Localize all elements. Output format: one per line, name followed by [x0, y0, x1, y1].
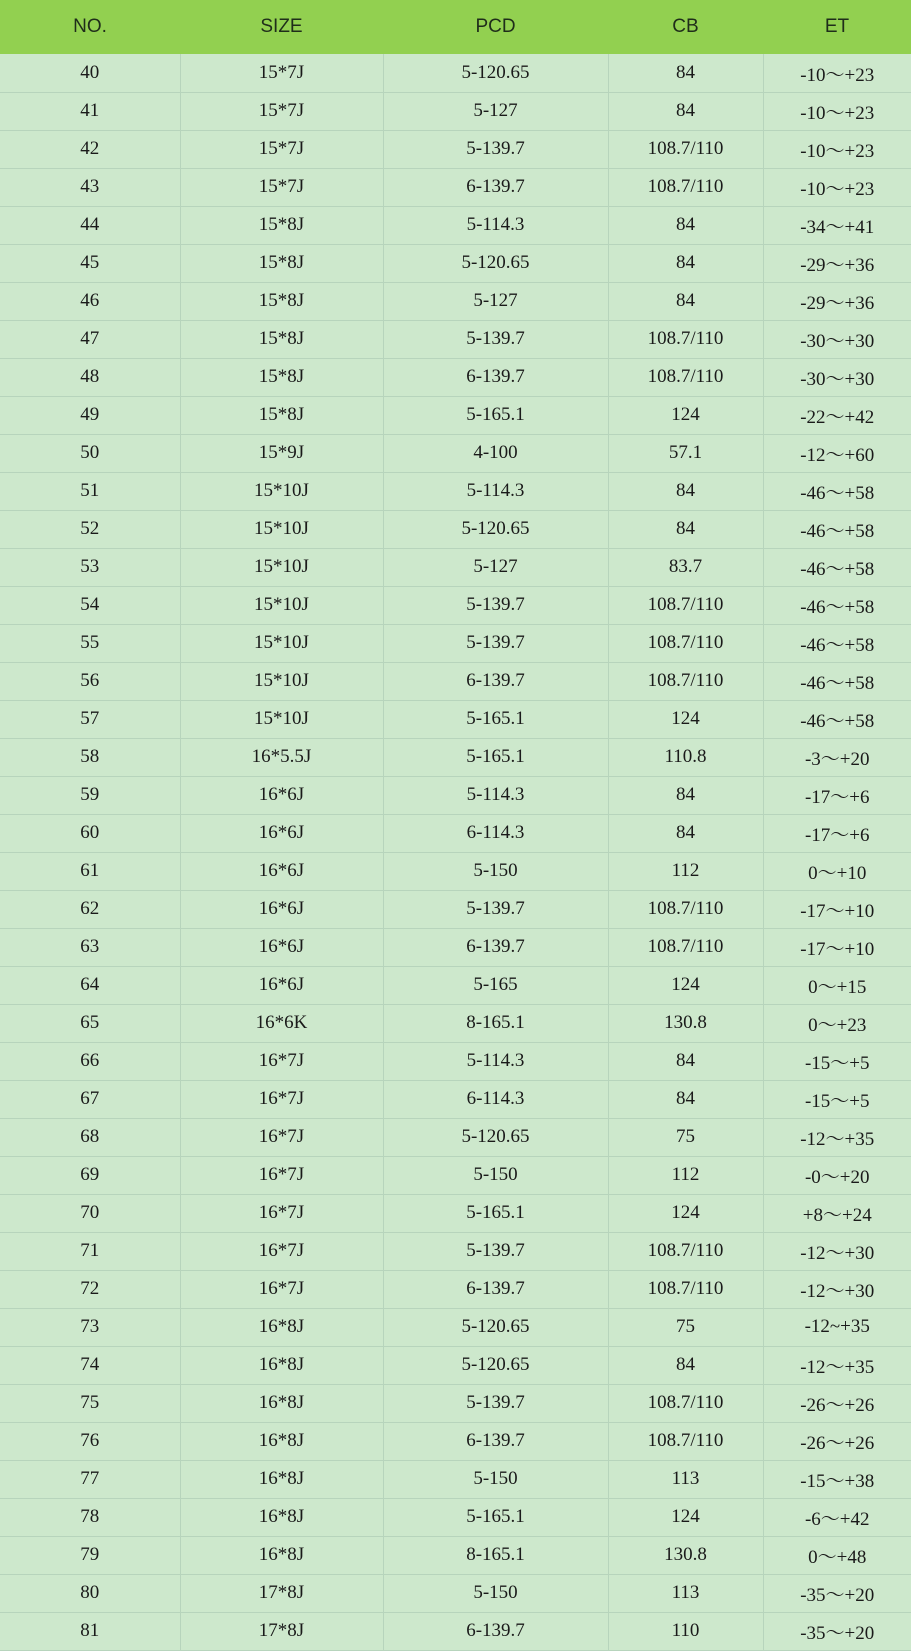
table-row — [0, 1194, 911, 1232]
cell-no: 63 — [0, 928, 180, 966]
cell-cb: 84 — [608, 510, 763, 548]
table-row — [0, 168, 911, 206]
cell-size: 16*8J — [180, 1536, 383, 1574]
cell-no: 70 — [0, 1194, 180, 1232]
cell-et: -26～+26 — [763, 1422, 911, 1460]
cell-et: -46～+58 — [763, 472, 911, 510]
cell-size: 15*10J — [180, 548, 383, 586]
table-row — [0, 320, 911, 358]
table-row — [0, 130, 911, 168]
cell-pcd: 5-139.7 — [383, 890, 608, 928]
cell-cb: 108.7/110 — [608, 928, 763, 966]
cell-size: 15*8J — [180, 320, 383, 358]
cell-no: 65 — [0, 1004, 180, 1042]
cell-no: 59 — [0, 776, 180, 814]
cell-pcd: 5-127 — [383, 548, 608, 586]
cell-no: 54 — [0, 586, 180, 624]
cell-et: -22～+42 — [763, 396, 911, 434]
cell-cb: 84 — [608, 472, 763, 510]
cell-pcd: 5-114.3 — [383, 1042, 608, 1080]
cell-pcd: 5-139.7 — [383, 320, 608, 358]
cell-et: -0～+20 — [763, 1156, 911, 1194]
cell-et: -12～+35 — [763, 1346, 911, 1384]
cell-pcd: 5-150 — [383, 1156, 608, 1194]
cell-size: 16*8J — [180, 1346, 383, 1384]
table-row — [0, 358, 911, 396]
cell-et: -46～+58 — [763, 548, 911, 586]
cell-size: 16*6K — [180, 1004, 383, 1042]
table-row — [0, 738, 911, 776]
cell-cb: 108.7/110 — [608, 130, 763, 168]
cell-cb: 113 — [608, 1460, 763, 1498]
cell-size: 16*8J — [180, 1308, 383, 1346]
cell-et: -15～+38 — [763, 1460, 911, 1498]
table-row — [0, 1574, 911, 1612]
cell-et: -6～+42 — [763, 1498, 911, 1536]
table-row — [0, 1156, 911, 1194]
cell-pcd: 6-139.7 — [383, 662, 608, 700]
table-row — [0, 700, 911, 738]
cell-no: 81 — [0, 1612, 180, 1650]
table-row — [0, 434, 911, 472]
cell-no: 79 — [0, 1536, 180, 1574]
cell-cb: 108.7/110 — [608, 662, 763, 700]
cell-pcd: 5-139.7 — [383, 130, 608, 168]
cell-size: 16*8J — [180, 1422, 383, 1460]
cell-size: 16*7J — [180, 1194, 383, 1232]
cell-et: -10～+23 — [763, 130, 911, 168]
cell-et: -34～+41 — [763, 206, 911, 244]
table-row — [0, 586, 911, 624]
cell-no: 60 — [0, 814, 180, 852]
table-row — [0, 1004, 911, 1042]
cell-pcd: 6-139.7 — [383, 1422, 608, 1460]
cell-cb: 124 — [608, 396, 763, 434]
cell-cb: 108.7/110 — [608, 358, 763, 396]
cell-no: 43 — [0, 168, 180, 206]
cell-size: 15*10J — [180, 472, 383, 510]
cell-et: -12～+30 — [763, 1232, 911, 1270]
cell-no: 55 — [0, 624, 180, 662]
cell-et: -46～+58 — [763, 586, 911, 624]
cell-cb: 84 — [608, 92, 763, 130]
cell-pcd: 5-150 — [383, 1574, 608, 1612]
cell-cb: 84 — [608, 814, 763, 852]
cell-pcd: 5-120.65 — [383, 54, 608, 92]
cell-et: -3～+20 — [763, 738, 911, 776]
cell-cb: 108.7/110 — [608, 1422, 763, 1460]
cell-no: 45 — [0, 244, 180, 282]
cell-pcd: 6-139.7 — [383, 358, 608, 396]
table-row — [0, 852, 911, 890]
cell-cb: 84 — [608, 282, 763, 320]
cell-no: 52 — [0, 510, 180, 548]
cell-pcd: 6-139.7 — [383, 928, 608, 966]
cell-cb: 84 — [608, 1042, 763, 1080]
cell-et: -12～+60 — [763, 434, 911, 472]
cell-et: -10～+23 — [763, 92, 911, 130]
cell-pcd: 5-139.7 — [383, 1232, 608, 1270]
cell-no: 80 — [0, 1574, 180, 1612]
table-row — [0, 662, 911, 700]
cell-size: 15*8J — [180, 244, 383, 282]
cell-size: 15*7J — [180, 130, 383, 168]
cell-no: 69 — [0, 1156, 180, 1194]
cell-no: 48 — [0, 358, 180, 396]
table-row — [0, 1232, 911, 1270]
cell-cb: 75 — [608, 1308, 763, 1346]
cell-cb: 75 — [608, 1118, 763, 1156]
table-row — [0, 396, 911, 434]
cell-size: 15*10J — [180, 700, 383, 738]
cell-pcd: 5-127 — [383, 282, 608, 320]
cell-pcd: 5-114.3 — [383, 472, 608, 510]
cell-no: 73 — [0, 1308, 180, 1346]
cell-size: 16*8J — [180, 1498, 383, 1536]
cell-cb: 84 — [608, 244, 763, 282]
table-row — [0, 244, 911, 282]
table-row — [0, 54, 911, 92]
cell-pcd: 5-120.65 — [383, 510, 608, 548]
cell-no: 42 — [0, 130, 180, 168]
cell-no: 47 — [0, 320, 180, 358]
cell-et: -10～+23 — [763, 54, 911, 92]
table-header — [0, 0, 911, 54]
cell-pcd: 5-150 — [383, 852, 608, 890]
cell-size: 15*9J — [180, 434, 383, 472]
cell-cb: 112 — [608, 852, 763, 890]
cell-no: 76 — [0, 1422, 180, 1460]
cell-cb: 108.7/110 — [608, 1384, 763, 1422]
cell-pcd: 5-150 — [383, 1460, 608, 1498]
cell-no: 51 — [0, 472, 180, 510]
cell-pcd: 5-120.65 — [383, 1118, 608, 1156]
cell-size: 16*7J — [180, 1270, 383, 1308]
cell-cb: 84 — [608, 54, 763, 92]
table-row — [0, 966, 911, 1004]
cell-et: -17～+6 — [763, 814, 911, 852]
cell-et: -12～+30 — [763, 1270, 911, 1308]
cell-et: -30～+30 — [763, 320, 911, 358]
cell-et: -46～+58 — [763, 662, 911, 700]
cell-cb: 112 — [608, 1156, 763, 1194]
cell-size: 15*10J — [180, 586, 383, 624]
cell-size: 15*10J — [180, 624, 383, 662]
cell-size: 16*5.5J — [180, 738, 383, 776]
cell-no: 74 — [0, 1346, 180, 1384]
cell-no: 61 — [0, 852, 180, 890]
cell-no: 40 — [0, 54, 180, 92]
cell-cb: 84 — [608, 1346, 763, 1384]
cell-no: 49 — [0, 396, 180, 434]
cell-no: 58 — [0, 738, 180, 776]
cell-et: -46～+58 — [763, 510, 911, 548]
table-row — [0, 1498, 911, 1536]
table-row — [0, 1270, 911, 1308]
header-et: ET — [763, 0, 911, 54]
header-no: NO. — [0, 0, 180, 54]
cell-no: 46 — [0, 282, 180, 320]
cell-cb: 57.1 — [608, 434, 763, 472]
table-row — [0, 1460, 911, 1498]
cell-cb: 108.7/110 — [608, 624, 763, 662]
cell-size: 15*8J — [180, 396, 383, 434]
cell-pcd: 5-139.7 — [383, 1384, 608, 1422]
table-row — [0, 282, 911, 320]
table-row — [0, 1080, 911, 1118]
cell-et: 0～+23 — [763, 1004, 911, 1042]
cell-pcd: 5-120.65 — [383, 1308, 608, 1346]
cell-size: 17*8J — [180, 1612, 383, 1650]
table-row — [0, 776, 911, 814]
cell-pcd: 5-114.3 — [383, 776, 608, 814]
cell-cb: 110 — [608, 1612, 763, 1650]
cell-no: 68 — [0, 1118, 180, 1156]
table-row — [0, 1536, 911, 1574]
table-row — [0, 1308, 911, 1346]
cell-cb: 84 — [608, 776, 763, 814]
cell-pcd: 5-165.1 — [383, 738, 608, 776]
cell-size: 16*6J — [180, 928, 383, 966]
table-row — [0, 1042, 911, 1080]
cell-et: -17～+10 — [763, 890, 911, 928]
cell-no: 77 — [0, 1460, 180, 1498]
cell-cb: 108.7/110 — [608, 1270, 763, 1308]
cell-pcd: 5-139.7 — [383, 586, 608, 624]
cell-et: 0～+48 — [763, 1536, 911, 1574]
cell-pcd: 6-114.3 — [383, 1080, 608, 1118]
cell-no: 71 — [0, 1232, 180, 1270]
cell-pcd: 5-139.7 — [383, 624, 608, 662]
cell-pcd: 6-114.3 — [383, 814, 608, 852]
table-body — [0, 54, 911, 1650]
cell-size: 16*7J — [180, 1042, 383, 1080]
cell-pcd: 5-120.65 — [383, 244, 608, 282]
table-row — [0, 510, 911, 548]
cell-size: 16*6J — [180, 776, 383, 814]
cell-et: -29～+36 — [763, 282, 911, 320]
cell-cb: 108.7/110 — [608, 1232, 763, 1270]
cell-size: 16*7J — [180, 1156, 383, 1194]
cell-pcd: 5-120.65 — [383, 1346, 608, 1384]
cell-size: 15*8J — [180, 206, 383, 244]
cell-size: 16*8J — [180, 1460, 383, 1498]
cell-size: 16*6J — [180, 890, 383, 928]
cell-no: 64 — [0, 966, 180, 1004]
cell-no: 75 — [0, 1384, 180, 1422]
cell-et: +8～+24 — [763, 1194, 911, 1232]
cell-pcd: 5-165.1 — [383, 396, 608, 434]
cell-no: 56 — [0, 662, 180, 700]
cell-cb: 108.7/110 — [608, 168, 763, 206]
cell-size: 16*7J — [180, 1080, 383, 1118]
cell-cb: 108.7/110 — [608, 320, 763, 358]
cell-pcd: 8-165.1 — [383, 1536, 608, 1574]
table-row — [0, 472, 911, 510]
cell-cb: 124 — [608, 700, 763, 738]
cell-no: 53 — [0, 548, 180, 586]
cell-et: 0～+10 — [763, 852, 911, 890]
table-row — [0, 1612, 911, 1650]
cell-et: -35～+20 — [763, 1612, 911, 1650]
cell-cb: 83.7 — [608, 548, 763, 586]
table-row — [0, 1346, 911, 1384]
cell-cb: 130.8 — [608, 1004, 763, 1042]
cell-et: -12~+35 — [763, 1308, 911, 1346]
cell-no: 41 — [0, 92, 180, 130]
cell-size: 15*8J — [180, 282, 383, 320]
header-row — [0, 0, 911, 54]
cell-size: 15*8J — [180, 358, 383, 396]
cell-size: 16*6J — [180, 966, 383, 1004]
cell-size: 15*7J — [180, 168, 383, 206]
cell-pcd: 5-114.3 — [383, 206, 608, 244]
cell-et: -29～+36 — [763, 244, 911, 282]
cell-no: 72 — [0, 1270, 180, 1308]
cell-pcd: 6-139.7 — [383, 168, 608, 206]
cell-et: -46～+58 — [763, 624, 911, 662]
cell-et: -15～+5 — [763, 1080, 911, 1118]
table-row — [0, 92, 911, 130]
cell-size: 16*7J — [180, 1232, 383, 1270]
table-row — [0, 1422, 911, 1460]
cell-no: 44 — [0, 206, 180, 244]
cell-no: 57 — [0, 700, 180, 738]
cell-pcd: 6-139.7 — [383, 1270, 608, 1308]
header-size: SIZE — [180, 0, 383, 54]
cell-size: 16*6J — [180, 852, 383, 890]
cell-pcd: 5-165.1 — [383, 1194, 608, 1232]
cell-et: -12～+35 — [763, 1118, 911, 1156]
cell-size: 15*10J — [180, 510, 383, 548]
cell-size: 15*7J — [180, 54, 383, 92]
table-row — [0, 890, 911, 928]
cell-pcd: 6-139.7 — [383, 1612, 608, 1650]
cell-pcd: 5-127 — [383, 92, 608, 130]
table-row — [0, 928, 911, 966]
header-cb: CB — [608, 0, 763, 54]
cell-cb: 124 — [608, 966, 763, 1004]
cell-et: -17～+10 — [763, 928, 911, 966]
cell-pcd: 5-165.1 — [383, 700, 608, 738]
cell-no: 66 — [0, 1042, 180, 1080]
table-row — [0, 1118, 911, 1156]
cell-cb: 110.8 — [608, 738, 763, 776]
cell-no: 78 — [0, 1498, 180, 1536]
table-row — [0, 206, 911, 244]
table-row — [0, 548, 911, 586]
cell-pcd: 4-100 — [383, 434, 608, 472]
cell-cb: 130.8 — [608, 1536, 763, 1574]
header-pcd: PCD — [383, 0, 608, 54]
cell-et: -15～+5 — [763, 1042, 911, 1080]
cell-cb: 124 — [608, 1498, 763, 1536]
cell-size: 15*7J — [180, 92, 383, 130]
cell-et: -17～+6 — [763, 776, 911, 814]
cell-et: -10～+23 — [763, 168, 911, 206]
cell-cb: 84 — [608, 206, 763, 244]
cell-et: -30～+30 — [763, 358, 911, 396]
cell-cb: 84 — [608, 1080, 763, 1118]
cell-size: 17*8J — [180, 1574, 383, 1612]
cell-size: 15*10J — [180, 662, 383, 700]
table-row — [0, 624, 911, 662]
cell-size: 16*7J — [180, 1118, 383, 1156]
cell-pcd: 5-165.1 — [383, 1498, 608, 1536]
cell-no: 67 — [0, 1080, 180, 1118]
cell-cb: 124 — [608, 1194, 763, 1232]
cell-no: 50 — [0, 434, 180, 472]
cell-pcd: 5-165 — [383, 966, 608, 1004]
cell-et: 0～+15 — [763, 966, 911, 1004]
cell-et: -35～+20 — [763, 1574, 911, 1612]
cell-pcd: 8-165.1 — [383, 1004, 608, 1042]
cell-et: -26～+26 — [763, 1384, 911, 1422]
cell-size: 16*6J — [180, 814, 383, 852]
table-row — [0, 814, 911, 852]
table-row — [0, 1384, 911, 1422]
cell-cb: 108.7/110 — [608, 890, 763, 928]
cell-no: 62 — [0, 890, 180, 928]
cell-cb: 108.7/110 — [608, 586, 763, 624]
cell-cb: 113 — [608, 1574, 763, 1612]
cell-size: 16*8J — [180, 1384, 383, 1422]
cell-et: -46～+58 — [763, 700, 911, 738]
